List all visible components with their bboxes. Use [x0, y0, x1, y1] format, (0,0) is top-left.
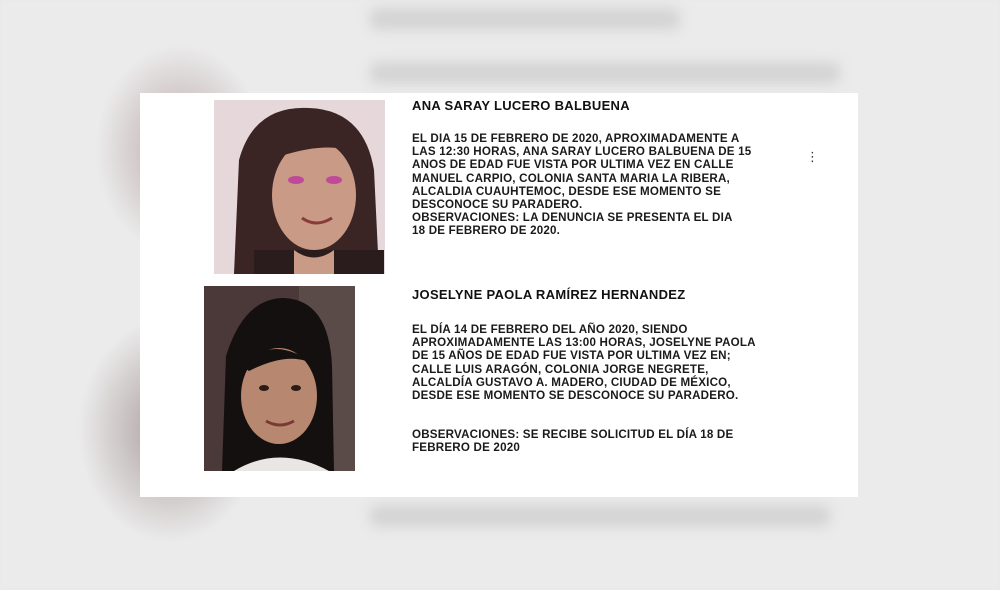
blurred-background-line: [370, 505, 830, 527]
disappearance-description: EL DÍA 14 DE FEBRERO DEL AÑO 2020, SIENDO APROXIMADAMENTE LAS 13:00 HORAS, JOSELYNE PAOLA DE 15 AÑOS DE EDAD FUE VISTA POR ULTIMA VEZ EN; CALLE LUIS ARAGÓN, COLONIA JORGE NEGRETE, ALCALDÍA GUSTAVO A. MADERO, CIUDAD DE MÉXICO, DESDE ESE MOMENTO SE DESCONOCE SU PARADERO.: [412, 323, 756, 403]
blurred-background-line: [370, 62, 840, 84]
observations-text: OBSERVACIONES: SE RECIBE SOLICITUD EL DÍA 18 DE FEBRERO DE 2020: [412, 428, 734, 455]
portrait-photo-joselyne-paola: [204, 286, 355, 471]
portrait-photo-ana-saray: [214, 100, 385, 274]
kebab-menu-icon[interactable]: ⋮: [806, 150, 819, 165]
missing-persons-notice: [140, 93, 858, 497]
person-name: ANA SARAY LUCERO BALBUENA: [412, 98, 630, 113]
disappearance-description: EL DIA 15 DE FEBRERO DE 2020, APROXIMADAMENTE A LAS 12:30 HORAS, ANA SARAY LUCERO BALBUENA DE 15 ANOS DE EDAD FUE VISTA POR ULTIMA VEZ EN CALLE MANUEL CARPIO, COLONIA SANTA MARIA LA RIBERA, ALCALDIA CUAUHTEMOC, DESDE ESE MOMENTO SE DESCONOCE SU PARADERO.: [412, 132, 752, 212]
observations-text: OBSERVACIONES: LA DENUNCIA SE PRESENTA EL DIA 18 DE FEBRERO DE 2020.: [412, 211, 733, 238]
blurred-background-line: [370, 8, 680, 30]
person-name: JOSELYNE PAOLA RAMÍREZ HERNANDEZ: [412, 287, 686, 302]
